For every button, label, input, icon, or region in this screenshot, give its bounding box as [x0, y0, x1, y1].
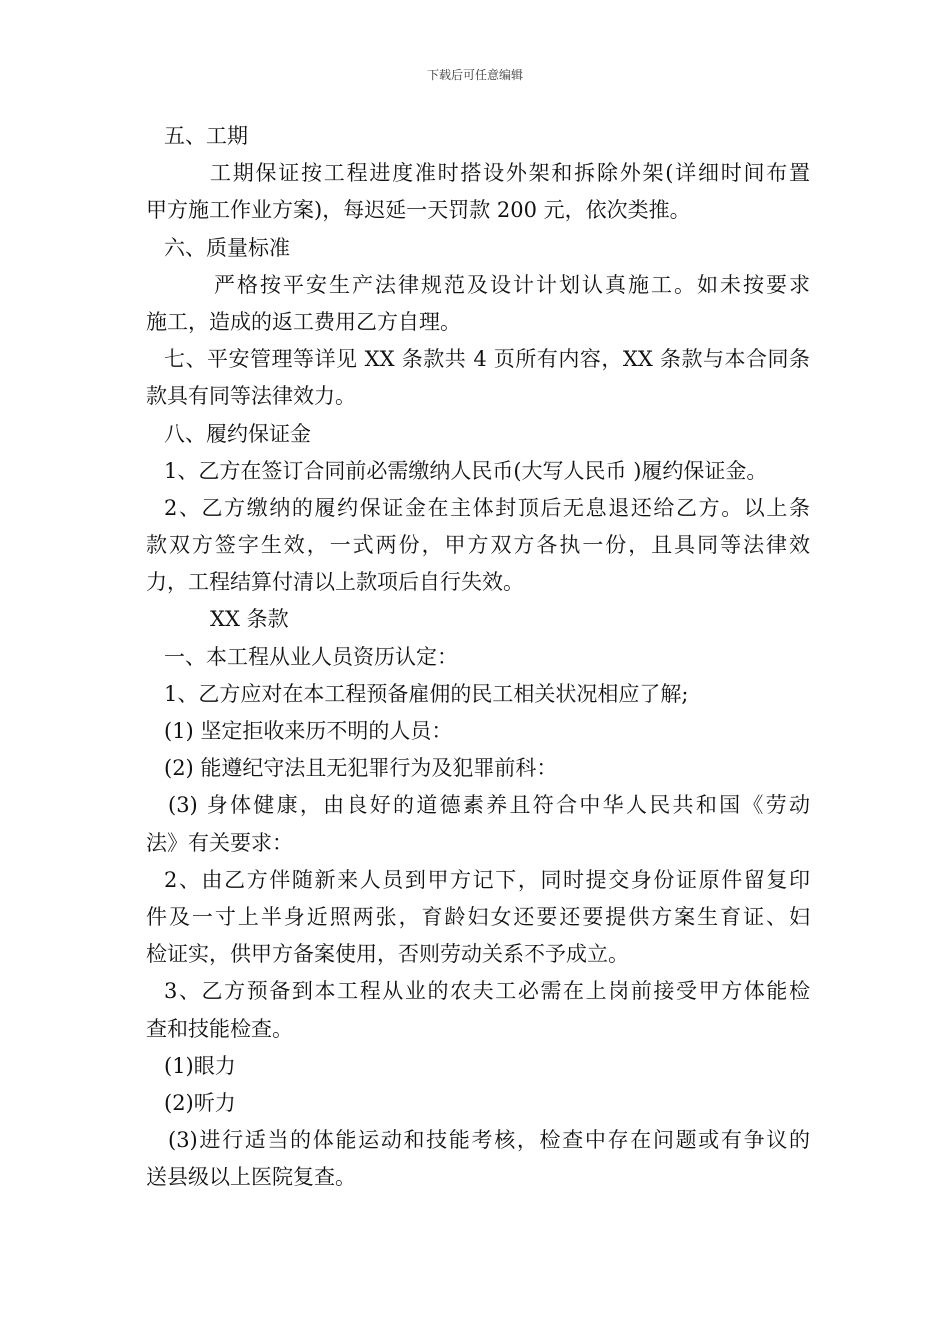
- paragraph-line: 检证实，供甲方备案使用，否则劳动关系不予成立。: [146, 942, 629, 967]
- section-title-xx-clauses: XX 条款: [210, 607, 289, 632]
- document-body: [146, 118, 810, 1196]
- paragraph-line: 七、平安管理等详见 XX 条款共 4 页所有内容，XX 条款与本合同条: [164, 347, 810, 372]
- list-item: (1) 坚定拒收来历不明的人员：: [164, 719, 453, 743]
- paragraph-line: 甲方施工作业方案)，每迟延一天罚款 200 元，依次类推。: [146, 198, 691, 223]
- paragraph-line: 施工，造成的返工费用乙方自理。: [146, 309, 461, 334]
- paragraph-line: 1、乙方在签订合同前必需缴纳人民币(大写人民币 )履约保证金。: [164, 458, 768, 483]
- paragraph-line: 严格按平安生产法律规范及设计计划认真施工。如未按要求: [214, 272, 810, 297]
- list-item: (3) 身体健康，由良好的道德素养且符合中华人民共和国《劳动: [168, 793, 810, 818]
- page-header-note: 下载后可任意编辑: [426, 68, 523, 82]
- section-heading-qualification: 一、本工程从业人员资历认定：: [164, 644, 458, 669]
- paragraph-line: 力，工程结算付清以上款项后自行失效。: [146, 570, 524, 595]
- paragraph-line: 款具有同等法律效力。: [146, 384, 356, 409]
- paragraph-line: 2、由乙方伴随新来人员到甲方记下，同时提交身份证原件留复印: [164, 867, 810, 892]
- paragraph-line: 送县级以上医院复查。: [146, 1165, 356, 1190]
- paragraph-line: 1、乙方应对在本工程预备雇佣的民工相关状况相应了解;: [164, 681, 689, 706]
- section-heading-schedule: 五、工期: [164, 124, 248, 148]
- list-item: (1)眼力: [164, 1053, 236, 1078]
- list-item: (2) 能遵纪守法且无犯罪行为及犯罪前科：: [164, 756, 558, 781]
- paragraph-line: 件及一寸上半身近照两张，育龄妇女还要还要提供方案生育证、妇: [146, 904, 810, 929]
- paragraph-line: 款双方签字生效，一式两份，甲方双方各执一份，且具同等法律效: [146, 533, 810, 558]
- section-heading-deposit: 八、履约保证金: [164, 421, 311, 446]
- paragraph-line: 3、乙方预备到本工程从业的农夫工必需在上岗前接受甲方体能检: [164, 979, 810, 1004]
- section-heading-quality: 六、质量标准: [164, 235, 290, 260]
- paragraph-line: 2、乙方缴纳的履约保证金在主体封顶后无息退还给乙方。以上条: [164, 495, 810, 520]
- paragraph-line: 法》有关要求：: [146, 830, 293, 855]
- list-item: (3)进行适当的体能运动和技能考核，检查中存在问题或有争议的: [168, 1128, 810, 1153]
- paragraph-line: 查和技能检查。: [146, 1016, 293, 1041]
- list-item: (2)听力: [164, 1090, 236, 1115]
- paragraph-line: 工期保证按工程进度准时搭设外架和拆除外架(详细时间布置: [210, 161, 810, 186]
